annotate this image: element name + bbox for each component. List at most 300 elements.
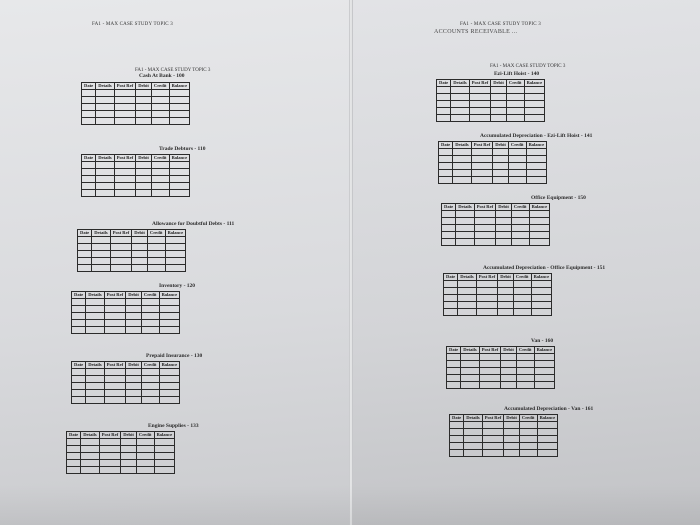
ledger-cell <box>136 162 152 169</box>
ledger-cell <box>86 320 105 327</box>
ledger-cell <box>491 115 507 122</box>
ledger-cell <box>453 177 472 184</box>
ledger-cell <box>136 111 152 118</box>
ledger-cell <box>458 302 477 309</box>
ledger-cell <box>524 87 545 94</box>
column-header: Balance <box>524 80 545 87</box>
ledger-cell <box>114 162 135 169</box>
column-header: Credit <box>141 362 159 369</box>
ledger-cell <box>67 460 81 467</box>
column-header: Debit <box>496 204 512 211</box>
table-row <box>442 211 550 218</box>
ledger-cell <box>136 460 154 467</box>
ledger-cell <box>504 429 520 436</box>
ledger-cell <box>136 118 152 125</box>
ledger-cell <box>169 162 190 169</box>
table-row <box>444 295 552 302</box>
column-header: Debit <box>501 347 517 354</box>
column-header: Balance <box>529 204 550 211</box>
column-header: Balance <box>537 415 558 422</box>
ledger-cell <box>513 309 531 316</box>
ledger-cell <box>136 439 154 446</box>
ledger-cell <box>121 446 137 453</box>
ledger-cell <box>104 299 125 306</box>
column-header: Date <box>447 347 461 354</box>
ledger-cell <box>444 309 458 316</box>
ledger-cell <box>151 111 169 118</box>
ledger-cell <box>493 156 509 163</box>
ledger-cell <box>151 183 169 190</box>
ledger-cell <box>121 439 137 446</box>
ledger-cell <box>141 299 159 306</box>
ledger-cell <box>104 313 125 320</box>
column-header: Date <box>72 362 86 369</box>
ledger-table <box>449 414 558 457</box>
ledger-cell <box>537 450 558 457</box>
ledger-cell <box>456 218 475 225</box>
ledger-cell <box>159 383 180 390</box>
ledger-cell <box>461 368 480 375</box>
ledger-title: Inventory - 120 <box>159 283 196 289</box>
ledger-cell <box>482 443 503 450</box>
ledger-cell <box>136 446 154 453</box>
ledger-cell <box>96 90 115 97</box>
ledger-cell <box>110 265 131 272</box>
bottom-shadow <box>0 485 700 525</box>
ledger-cell <box>92 258 111 265</box>
ledger-cell <box>86 390 105 397</box>
ledger-cell <box>154 460 175 467</box>
table-row <box>72 320 180 327</box>
ledger-cell <box>453 163 472 170</box>
ledger-cell <box>104 397 125 404</box>
table-row <box>450 450 558 457</box>
ledger-cell <box>82 169 96 176</box>
ledger-cell <box>136 183 152 190</box>
ledger-cell <box>437 108 451 115</box>
ledger-cell <box>67 453 81 460</box>
ledger-cell <box>72 376 86 383</box>
ledger-title: Prepaid Insurance - 130 <box>146 353 203 359</box>
ledger-cell <box>450 443 464 450</box>
ledger-cell <box>529 239 550 246</box>
ledger-cell <box>96 190 115 197</box>
column-header: Credit <box>151 155 169 162</box>
ledger-cell <box>491 108 507 115</box>
right-page-header: FA1 - MAX CASE STUDY TOPIC 3 <box>460 22 541 27</box>
ledger-cell <box>136 169 152 176</box>
ledger-cell <box>169 104 190 111</box>
ledger-cell <box>531 302 552 309</box>
table-row <box>72 299 180 306</box>
ledger-cell <box>86 397 105 404</box>
table-row <box>439 170 547 177</box>
ledger-cell <box>114 97 135 104</box>
ledger-cell <box>498 309 514 316</box>
ledger-cell <box>126 299 142 306</box>
ledger-cell <box>147 258 165 265</box>
table-row <box>442 225 550 232</box>
ledger-cell <box>141 306 159 313</box>
ledger-cell <box>141 397 159 404</box>
ledger-cell <box>531 288 552 295</box>
ledger-cell <box>159 313 180 320</box>
ledger-cell <box>476 302 497 309</box>
table-row <box>82 162 190 169</box>
ledger-cell <box>165 265 186 272</box>
ledger-cell <box>444 288 458 295</box>
column-header: Balance <box>169 83 190 90</box>
ledger-cell <box>531 309 552 316</box>
column-header: Debit <box>493 142 509 149</box>
column-header: Credit <box>508 142 526 149</box>
column-header: Details <box>451 80 470 87</box>
ledger-cell <box>141 390 159 397</box>
ledger-cell <box>537 422 558 429</box>
ledger-cell <box>78 251 92 258</box>
ledger-cell <box>72 306 86 313</box>
column-header: Details <box>96 83 115 90</box>
ledger-cell <box>159 299 180 306</box>
right-page-subtitle: ACCOUNTS RECEIVABLE ... <box>434 29 518 35</box>
ledger-cell <box>519 429 537 436</box>
ledger-cell <box>442 225 456 232</box>
ledger-cell <box>165 258 186 265</box>
ledger-cell <box>450 422 464 429</box>
table-row <box>78 237 186 244</box>
ledger-cell <box>513 288 531 295</box>
ledger-cell <box>72 320 86 327</box>
column-header: Credit <box>519 415 537 422</box>
table-row <box>447 361 555 368</box>
ledger-title: Engine Supplies - 133 <box>148 423 199 429</box>
ledger-cell <box>456 225 475 232</box>
ledger-cell <box>451 101 470 108</box>
column-header: Post Ref <box>476 274 497 281</box>
ledger-cell <box>493 177 509 184</box>
column-header: Details <box>461 347 480 354</box>
ledger-cell <box>493 149 509 156</box>
ledger-cell <box>82 97 96 104</box>
ledger-title: Cash At Bank - 100 <box>139 73 185 79</box>
ledger-cell <box>82 90 96 97</box>
ledger-cell <box>526 170 547 177</box>
ledger-cell <box>147 244 165 251</box>
ledger-cell <box>506 115 524 122</box>
ledger-cell <box>450 450 464 457</box>
ledger-cell <box>501 375 517 382</box>
ledger-cell <box>110 237 131 244</box>
ledger-cell <box>444 295 458 302</box>
ledger-cell <box>442 239 456 246</box>
column-header: Post Ref <box>471 142 492 149</box>
ledger-cell <box>72 397 86 404</box>
ledger-cell <box>439 163 453 170</box>
table-row <box>72 327 180 334</box>
ledger-table <box>71 291 180 334</box>
table-row <box>78 244 186 251</box>
ledger-cell <box>447 375 461 382</box>
ledger-cell <box>513 295 531 302</box>
column-header: Post Ref <box>114 155 135 162</box>
ledger-cell <box>469 108 490 115</box>
ledger-cell <box>491 94 507 101</box>
ledger-table <box>77 229 186 272</box>
ledger-cell <box>126 320 142 327</box>
ledger-cell <box>169 111 190 118</box>
table-row <box>444 302 552 309</box>
ledger-cell <box>501 368 517 375</box>
ledger-cell <box>498 302 514 309</box>
ledger-cell <box>461 375 480 382</box>
column-header: Date <box>72 292 86 299</box>
column-header: Date <box>444 274 458 281</box>
ledger-cell <box>511 225 529 232</box>
ledger-cell <box>529 218 550 225</box>
column-header: Date <box>442 204 456 211</box>
column-header: Details <box>464 415 483 422</box>
ledger-cell <box>464 443 483 450</box>
ledger-cell <box>491 87 507 94</box>
column-header: Credit <box>136 432 154 439</box>
table-row <box>67 439 175 446</box>
ledger-cell <box>442 218 456 225</box>
ledger-cell <box>508 177 526 184</box>
ledger-cell <box>147 251 165 258</box>
table-row <box>72 397 180 404</box>
ledger-title: Accumulated Depreciation - Van - 161 <box>504 406 594 412</box>
ledger-cell <box>447 361 461 368</box>
ledger-cell <box>511 211 529 218</box>
ledger-cell <box>458 281 477 288</box>
ledger-cell <box>159 327 180 334</box>
table-row <box>447 368 555 375</box>
ledger-cell <box>537 436 558 443</box>
ledger-cell <box>99 446 120 453</box>
ledger-cell <box>456 239 475 246</box>
table-row <box>437 94 545 101</box>
ledger-cell <box>72 327 86 334</box>
ledger-cell <box>136 467 154 474</box>
ledger-cell <box>159 320 180 327</box>
ledger-cell <box>132 251 148 258</box>
ledger-cell <box>159 397 180 404</box>
ledger-cell <box>110 244 131 251</box>
ledger-cell <box>476 288 497 295</box>
ledger-cell <box>516 368 534 375</box>
ledger-cell <box>81 446 100 453</box>
table-row <box>447 375 555 382</box>
ledger-cell <box>506 87 524 94</box>
ledger-cell <box>169 183 190 190</box>
column-header: Balance <box>534 347 555 354</box>
ledger-table <box>446 346 555 389</box>
table-row <box>444 288 552 295</box>
ledger-cell <box>99 453 120 460</box>
ledger-cell <box>474 239 495 246</box>
ledger-cell <box>169 169 190 176</box>
ledger-cell <box>82 118 96 125</box>
column-header: Credit <box>516 347 534 354</box>
ledger-cell <box>67 439 81 446</box>
column-header: Post Ref <box>104 362 125 369</box>
table-row <box>67 446 175 453</box>
ledger-cell <box>92 265 111 272</box>
column-header: Debit <box>491 80 507 87</box>
ledger-cell <box>450 436 464 443</box>
ledger-cell <box>96 104 115 111</box>
ledger-cell <box>479 382 500 389</box>
ledger-table <box>438 141 547 184</box>
column-header: Post Ref <box>99 432 120 439</box>
ledger-cell <box>126 376 142 383</box>
ledger-cell <box>96 183 115 190</box>
ledger-cell <box>154 439 175 446</box>
ledger-cell <box>159 306 180 313</box>
column-header: Debit <box>121 432 137 439</box>
column-header: Post Ref <box>114 83 135 90</box>
ledger-cell <box>126 306 142 313</box>
ledger-cell <box>132 244 148 251</box>
column-header: Debit <box>498 274 514 281</box>
ledger-cell <box>104 383 125 390</box>
ledger-cell <box>99 460 120 467</box>
ledger-cell <box>479 368 500 375</box>
ledger-cell <box>534 354 555 361</box>
page-fold <box>349 0 353 525</box>
table-row <box>72 376 180 383</box>
ledger-cell <box>442 232 456 239</box>
ledger-cell <box>511 232 529 239</box>
ledger-cell <box>437 115 451 122</box>
ledger-cell <box>469 87 490 94</box>
ledger-cell <box>508 170 526 177</box>
ledger-table <box>71 361 180 404</box>
ledger-table <box>443 273 552 316</box>
column-header: Post Ref <box>469 80 490 87</box>
ledger-cell <box>474 211 495 218</box>
ledger-cell <box>506 94 524 101</box>
ledger-cell <box>169 176 190 183</box>
ledger-cell <box>501 361 517 368</box>
ledger-cell <box>96 162 115 169</box>
ledger-cell <box>479 354 500 361</box>
column-header: Debit <box>132 230 148 237</box>
ledger-cell <box>154 446 175 453</box>
ledger-cell <box>496 218 512 225</box>
table-row <box>437 101 545 108</box>
ledger-cell <box>151 118 169 125</box>
ledger-cell <box>104 376 125 383</box>
table-row <box>82 118 190 125</box>
ledger-cell <box>447 354 461 361</box>
ledger-cell <box>474 225 495 232</box>
ledger-cell <box>126 327 142 334</box>
ledger-cell <box>504 422 520 429</box>
column-header: Details <box>92 230 111 237</box>
ledger-cell <box>86 327 105 334</box>
ledger-cell <box>151 104 169 111</box>
ledger-cell <box>78 244 92 251</box>
ledger-cell <box>132 237 148 244</box>
ledger-cell <box>132 265 148 272</box>
ledger-cell <box>464 436 483 443</box>
ledger-cell <box>498 295 514 302</box>
ledger-cell <box>169 90 190 97</box>
table-row <box>67 453 175 460</box>
column-header: Post Ref <box>110 230 131 237</box>
ledger-cell <box>92 244 111 251</box>
ledger-cell <box>78 265 92 272</box>
ledger-cell <box>439 170 453 177</box>
ledger-cell <box>104 320 125 327</box>
ledger-cell <box>519 443 537 450</box>
ledger-title: Allowance for Doubtful Debts - 111 <box>152 221 235 227</box>
ledger-cell <box>534 382 555 389</box>
ledger-cell <box>439 149 453 156</box>
ledger-cell <box>526 149 547 156</box>
column-header: Date <box>82 83 96 90</box>
ledger-cell <box>121 460 137 467</box>
table-row <box>437 87 545 94</box>
ledger-cell <box>471 163 492 170</box>
ledger-cell <box>126 397 142 404</box>
ledger-cell <box>516 375 534 382</box>
table-row <box>78 251 186 258</box>
ledger-cell <box>534 361 555 368</box>
ledger-cell <box>136 190 152 197</box>
ledger-cell <box>451 108 470 115</box>
ledger-cell <box>531 281 552 288</box>
column-header: Date <box>439 142 453 149</box>
ledger-cell <box>511 239 529 246</box>
column-header: Credit <box>141 292 159 299</box>
ledger-cell <box>516 361 534 368</box>
column-header: Balance <box>154 432 175 439</box>
table-row <box>72 306 180 313</box>
table-row <box>442 232 550 239</box>
ledger-cell <box>524 108 545 115</box>
ledger-cell <box>151 169 169 176</box>
table-row <box>72 313 180 320</box>
ledger-cell <box>529 232 550 239</box>
ledger-cell <box>513 281 531 288</box>
ledger-cell <box>461 382 480 389</box>
ledger-cell <box>82 190 96 197</box>
ledger-cell <box>81 453 100 460</box>
ledger-table <box>66 431 175 474</box>
column-header: Balance <box>159 292 180 299</box>
ledger-cell <box>531 295 552 302</box>
ledger-cell <box>86 383 105 390</box>
ledger-cell <box>464 422 483 429</box>
ledger-cell <box>96 111 115 118</box>
ledger-cell <box>151 162 169 169</box>
ledger-cell <box>67 446 81 453</box>
ledger-cell <box>529 225 550 232</box>
column-header: Details <box>81 432 100 439</box>
ledger-cell <box>81 467 100 474</box>
table-row <box>82 183 190 190</box>
ledger-cell <box>464 429 483 436</box>
ledger-cell <box>104 306 125 313</box>
column-header: Details <box>86 292 105 299</box>
ledger-cell <box>141 383 159 390</box>
ledger-cell <box>447 382 461 389</box>
ledger-cell <box>92 237 111 244</box>
table-row <box>442 218 550 225</box>
ledger-cell <box>508 149 526 156</box>
